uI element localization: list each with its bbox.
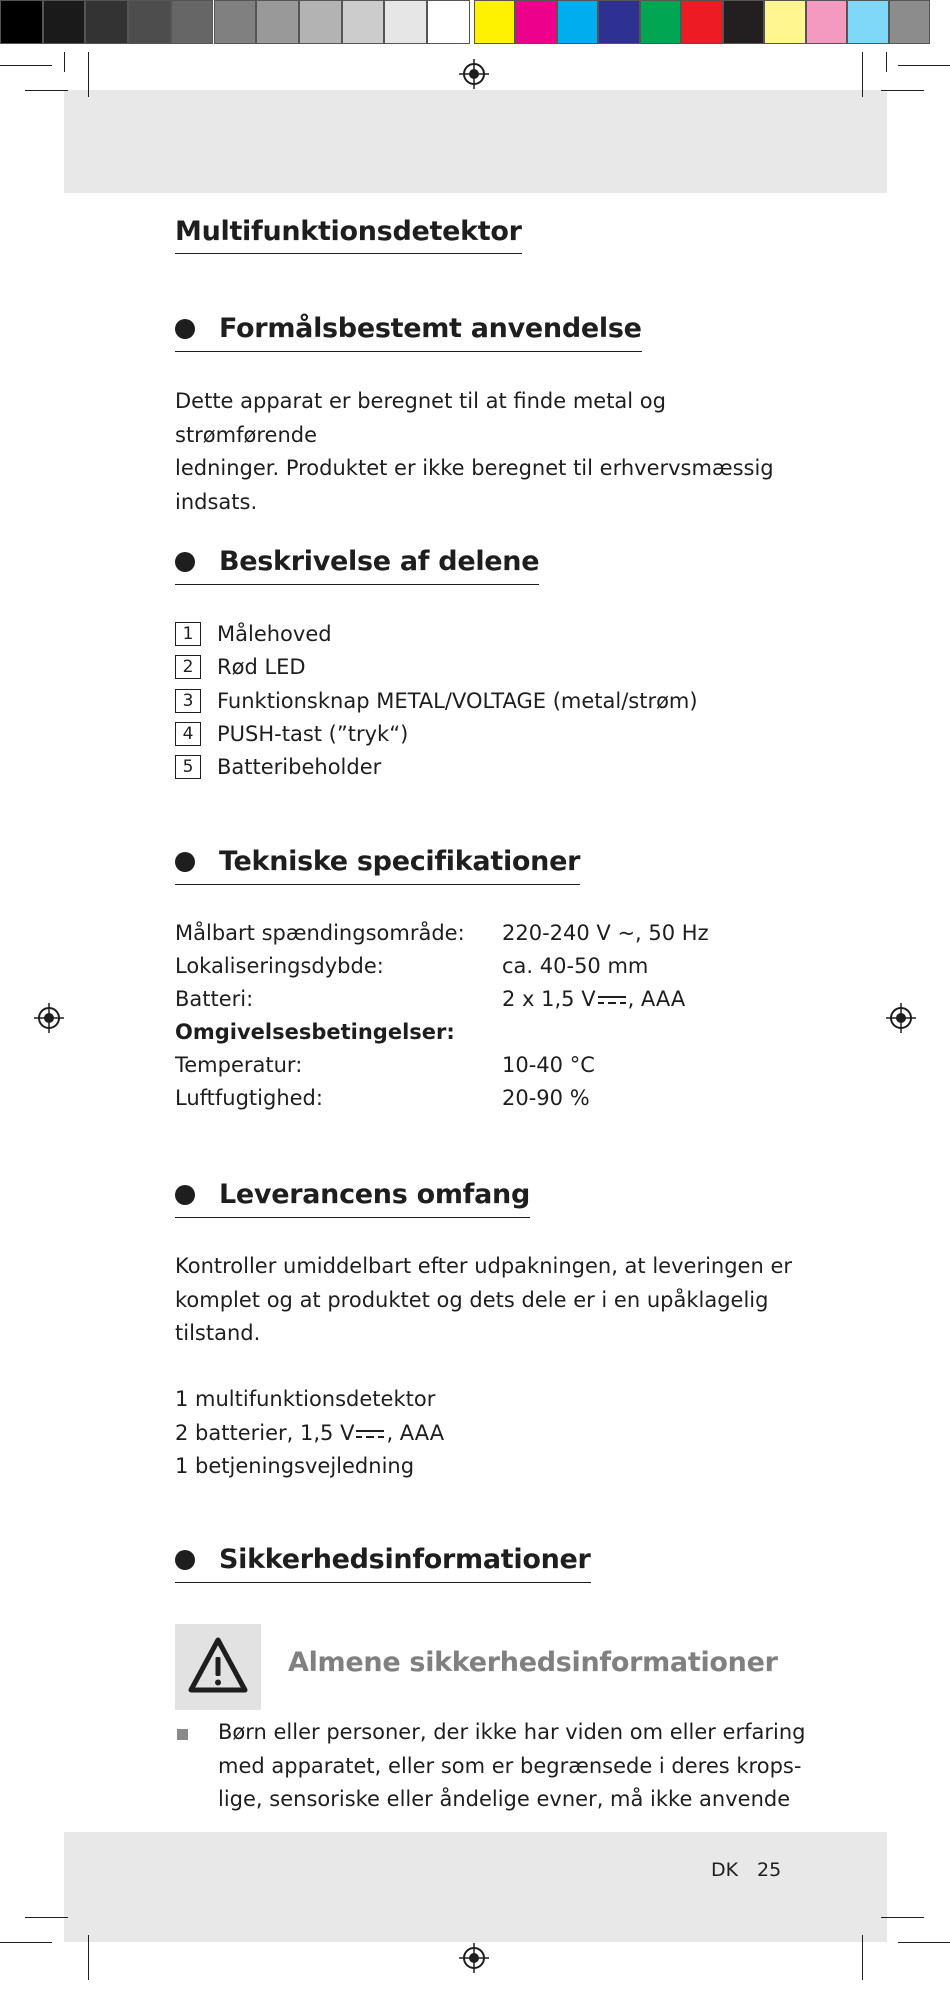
text-line: Børn eller personer, der ikke har viden om eller erfaring xyxy=(218,1720,806,1744)
section-heading-text: Leverancens omfang xyxy=(219,1179,530,1210)
spec-label: Temperatur: xyxy=(175,1053,303,1077)
section-heading-purpose xyxy=(175,313,642,352)
crop-mark xyxy=(25,90,68,91)
section-heading-text: Tekniske specifikationer xyxy=(219,846,581,877)
text-line: med apparatet, eller som er begrænsede i deres krops- xyxy=(218,1753,802,1778)
color-swatch xyxy=(681,0,723,44)
color-swatch xyxy=(598,0,640,44)
footer-page-number: 25 xyxy=(757,1859,782,1881)
section-heading-parts xyxy=(175,546,539,585)
battery-type: , AAA xyxy=(627,987,686,1011)
bullet-icon xyxy=(175,852,195,872)
spec-label: Batteri: xyxy=(175,987,254,1011)
parts-list-item xyxy=(175,686,698,716)
part-label: PUSH-tast (”tryk“) xyxy=(217,722,409,746)
color-swatch xyxy=(427,0,470,44)
spec-value: 20-90 % xyxy=(502,1086,590,1110)
spec-row-battery xyxy=(175,983,815,1016)
crop-mark xyxy=(862,1935,863,1980)
registration-mark-icon xyxy=(459,59,489,89)
header-band xyxy=(64,90,887,193)
scope-contents-list xyxy=(175,1383,795,1484)
color-swatch xyxy=(0,0,43,44)
color-swatch xyxy=(128,0,171,44)
color-swatch xyxy=(214,0,257,44)
text-line: tilstand. xyxy=(175,1321,261,1345)
spec-value: 220-240 V ~, 50 Hz xyxy=(502,921,709,945)
purpose-paragraph xyxy=(175,385,795,519)
text-line: komplet og at produktet og dets dele er i en upåklagelig xyxy=(175,1287,769,1312)
parts-list-item xyxy=(175,652,306,682)
crop-mark xyxy=(25,1917,68,1918)
text-line: Kontroller umiddelbart efter udpakningen, at leveringen er xyxy=(175,1254,793,1278)
text-line: ledninger. Produktet er ikke beregnet til erhvervsmæssig xyxy=(175,456,774,480)
footer-language: DK xyxy=(711,1859,739,1881)
color-swatch xyxy=(557,0,599,44)
crop-mark xyxy=(862,52,863,97)
document-title: Multifunktionsdetektor xyxy=(175,216,522,254)
warning-box xyxy=(175,1624,261,1710)
scope-item-text: 2 batterier, 1,5 V xyxy=(175,1420,355,1445)
color-swatch xyxy=(515,0,557,44)
spec-row-depth xyxy=(175,950,815,983)
crop-mark xyxy=(0,1942,52,1943)
spec-row-humidity xyxy=(175,1082,815,1115)
color-swatch xyxy=(384,0,427,44)
registration-mark-icon xyxy=(459,1943,489,1973)
color-swatch xyxy=(43,0,86,44)
part-number: 2 xyxy=(175,655,201,679)
color-swatch xyxy=(889,0,931,44)
crop-mark xyxy=(64,52,65,72)
bullet-icon xyxy=(175,319,195,339)
spec-row-temperature xyxy=(175,1049,815,1082)
color-swatch xyxy=(764,0,806,44)
color-swatch xyxy=(723,0,765,44)
part-number: 1 xyxy=(175,622,201,646)
color-swatch xyxy=(474,0,516,44)
crop-mark xyxy=(88,1935,89,1980)
direct-current-symbol-icon xyxy=(597,995,627,1005)
crop-mark xyxy=(0,65,52,66)
scope-item-text: , AAA xyxy=(386,1420,445,1445)
spec-row-environment xyxy=(175,1016,815,1049)
color-swatch xyxy=(171,0,214,44)
part-number: 4 xyxy=(175,722,201,746)
part-label: Funktionsknap METAL/VOLTAGE (metal/strøm) xyxy=(217,689,698,713)
section-heading-specs xyxy=(175,846,580,885)
text-line: Dette apparat er beregnet til at finde metal og strømførende xyxy=(175,389,666,447)
bullet-icon xyxy=(175,1550,195,1570)
spec-label: Luftfugtighed: xyxy=(175,1086,323,1110)
spec-label: Målbart spændingsområde: xyxy=(175,921,465,945)
crop-mark xyxy=(881,90,924,91)
section-heading-text: Formålsbestemt anvendelse xyxy=(219,313,642,344)
color-swatch xyxy=(806,0,848,44)
direct-current-symbol-icon xyxy=(355,1429,385,1439)
spec-group-label: Omgivelsesbetingelser: xyxy=(175,1020,455,1044)
part-number: 3 xyxy=(175,689,201,713)
crop-mark xyxy=(881,1917,924,1918)
part-label: Batteribeholder xyxy=(217,755,382,779)
spec-row-voltage xyxy=(175,917,815,950)
list-square-bullet-icon xyxy=(177,1729,188,1740)
part-label: Rød LED xyxy=(217,655,306,679)
crop-mark xyxy=(898,65,950,66)
spec-label: Lokaliseringsdybde: xyxy=(175,954,384,978)
scope-item xyxy=(175,1417,795,1451)
section-heading-text: Beskrivelse af delene xyxy=(219,546,540,577)
crop-mark xyxy=(88,52,89,97)
color-swatch xyxy=(342,0,385,44)
color-swatch xyxy=(299,0,342,44)
crop-mark xyxy=(886,52,887,72)
parts-list-item xyxy=(175,752,381,782)
safety-paragraph xyxy=(218,1716,818,1817)
parts-list-item xyxy=(175,619,332,649)
color-swatch xyxy=(85,0,128,44)
color-swatch xyxy=(847,0,889,44)
color-swatch xyxy=(256,0,299,44)
battery-value: 2 x 1,5 V xyxy=(502,987,596,1011)
section-heading-text: Sikkerhedsinformationer xyxy=(219,1544,591,1575)
section-heading-safety xyxy=(175,1544,591,1583)
scope-item: 1 multifunktionsdetektor xyxy=(175,1387,436,1411)
bullet-icon xyxy=(175,1185,195,1205)
text-line: lige, sensoriske eller åndelige evner, må ikke anvende xyxy=(218,1787,791,1811)
section-heading-scope xyxy=(175,1179,530,1218)
parts-list-item xyxy=(175,719,408,749)
part-number: 5 xyxy=(175,755,201,779)
crop-mark xyxy=(898,1942,950,1943)
spec-value xyxy=(502,983,685,1016)
footer-band xyxy=(64,1832,887,1942)
bullet-icon xyxy=(175,552,195,572)
spec-value: ca. 40-50 mm xyxy=(502,954,649,978)
registration-mark-icon xyxy=(34,1003,64,1033)
safety-subheading: Almene sikkerhedsinformationer xyxy=(288,1647,778,1678)
registration-mark-icon xyxy=(886,1003,916,1033)
color-swatch xyxy=(640,0,682,44)
part-label: Målehoved xyxy=(217,622,332,646)
warning-triangle-icon xyxy=(175,1624,261,1710)
scope-paragraph xyxy=(175,1250,795,1351)
spec-value: 10-40 °C xyxy=(502,1053,595,1077)
text-line: indsats. xyxy=(175,489,258,514)
scope-item: 1 betjeningsvejledning xyxy=(175,1454,415,1478)
print-color-calibration-bar xyxy=(0,0,950,46)
